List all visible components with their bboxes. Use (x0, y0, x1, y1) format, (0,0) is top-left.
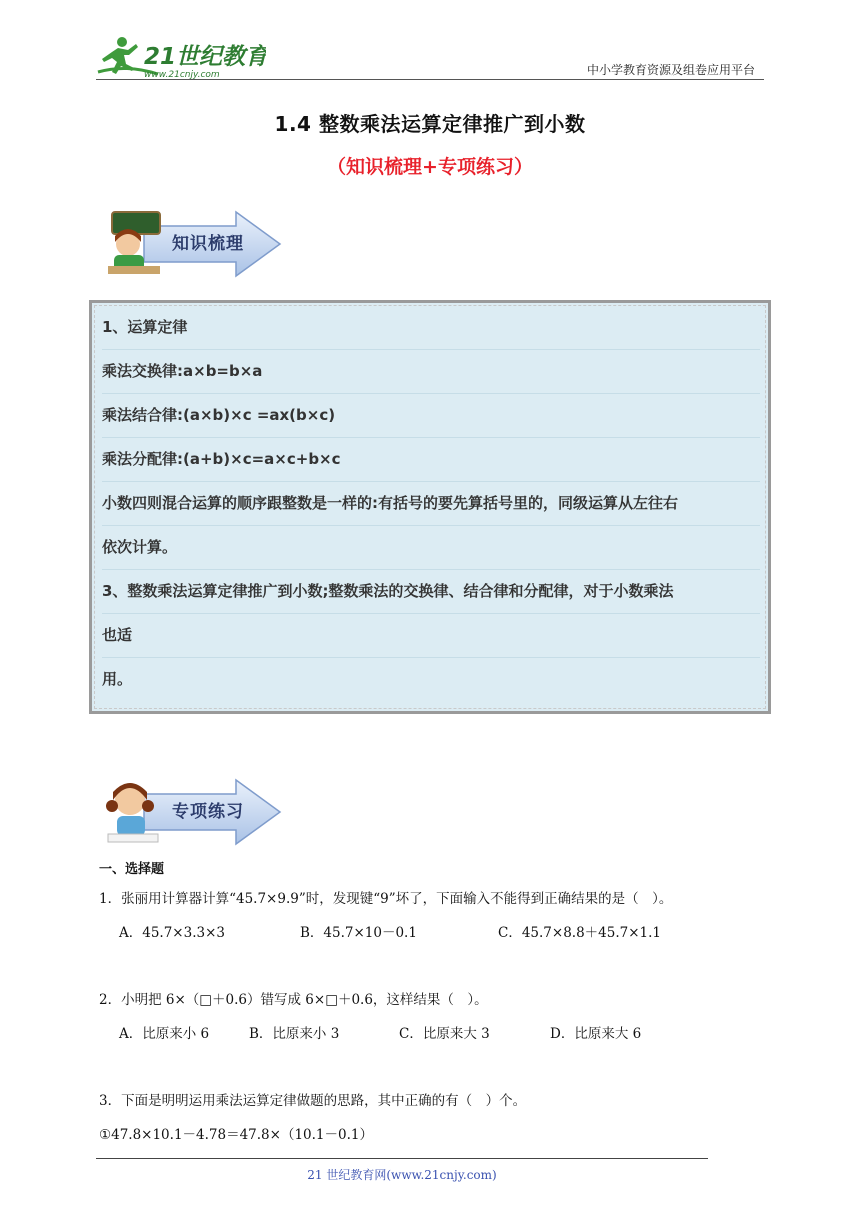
knowledge-banner (100, 208, 284, 278)
footer-link[interactable]: 21 世纪教育网(www.21cnjy.com) (307, 1168, 497, 1182)
q1-option-c: C．45.7×8.8＋45.7×1.1 (498, 925, 662, 941)
knowledge-line: 小数四则混合运算的顺序跟整数是一样的:有括号的要先算括号里的，同级运算从左往右 (102, 481, 760, 526)
logo-url: www.21cnjy.com (144, 70, 220, 80)
question-1: 1．张丽用计算器计算“45.7×9.9”时，发现键“9”坏了，下面输入不能得到正确结果的是（ ）。 (99, 891, 673, 907)
q2-option-b: B．比原来小 3 (249, 1026, 340, 1042)
q2-option-d: D．比原来大 6 (550, 1026, 642, 1042)
q1-option-b: B．45.7×10－0.1 (300, 925, 417, 941)
header-divider (96, 79, 764, 80)
page-subtitle: （知识梳理+专项练习） (327, 156, 533, 178)
knowledge-line: 依次计算。 (102, 525, 760, 570)
knowledge-line: 1、运算定律 (102, 305, 760, 350)
section-heading: 一、选择题 (99, 862, 165, 877)
question-2: 2．小明把 6×（□＋0.6）错写成 6×□＋0.6，这样结果（ ）。 (99, 992, 488, 1008)
knowledge-line: 乘法结合律:(a×b)×c =ax(b×c) (102, 393, 760, 438)
question-3: 3．下面是明明运用乘法运算定律做题的思路，其中正确的有（ ）个。 (99, 1093, 527, 1109)
q3-item-1: ①47.8×10.1－4.78＝47.8×（10.1－0.1） (99, 1127, 373, 1143)
logo-text: 21世纪教育 (144, 44, 266, 70)
knowledge-line: 乘法分配律:(a+b)×c=a×c+b×c (102, 437, 760, 482)
footer-divider (96, 1158, 708, 1159)
knowledge-box (89, 300, 771, 714)
knowledge-banner-label: 知识梳理 (172, 234, 244, 254)
q1-option-a: A．45.7×3.3×3 (119, 925, 225, 941)
q2-option-c: C．比原来大 3 (399, 1026, 490, 1042)
knowledge-line: 也适 (102, 613, 760, 658)
q2-option-a: A．比原来小 6 (119, 1026, 210, 1042)
knowledge-line: 乘法交换律:a×b=b×a (102, 349, 760, 394)
site-logo (96, 34, 266, 80)
page-title: 1.4 整数乘法运算定律推广到小数 (274, 112, 586, 136)
practice-banner (100, 776, 284, 846)
knowledge-line: 3、整数乘法运算定律推广到小数;整数乘法的交换律、结合律和分配律，对于小数乘法 (102, 569, 760, 614)
knowledge-line: 用。 (102, 670, 133, 688)
platform-tagline: 中小学教育资源及组卷应用平台 (586, 63, 755, 77)
practice-banner-label: 专项练习 (172, 802, 244, 822)
